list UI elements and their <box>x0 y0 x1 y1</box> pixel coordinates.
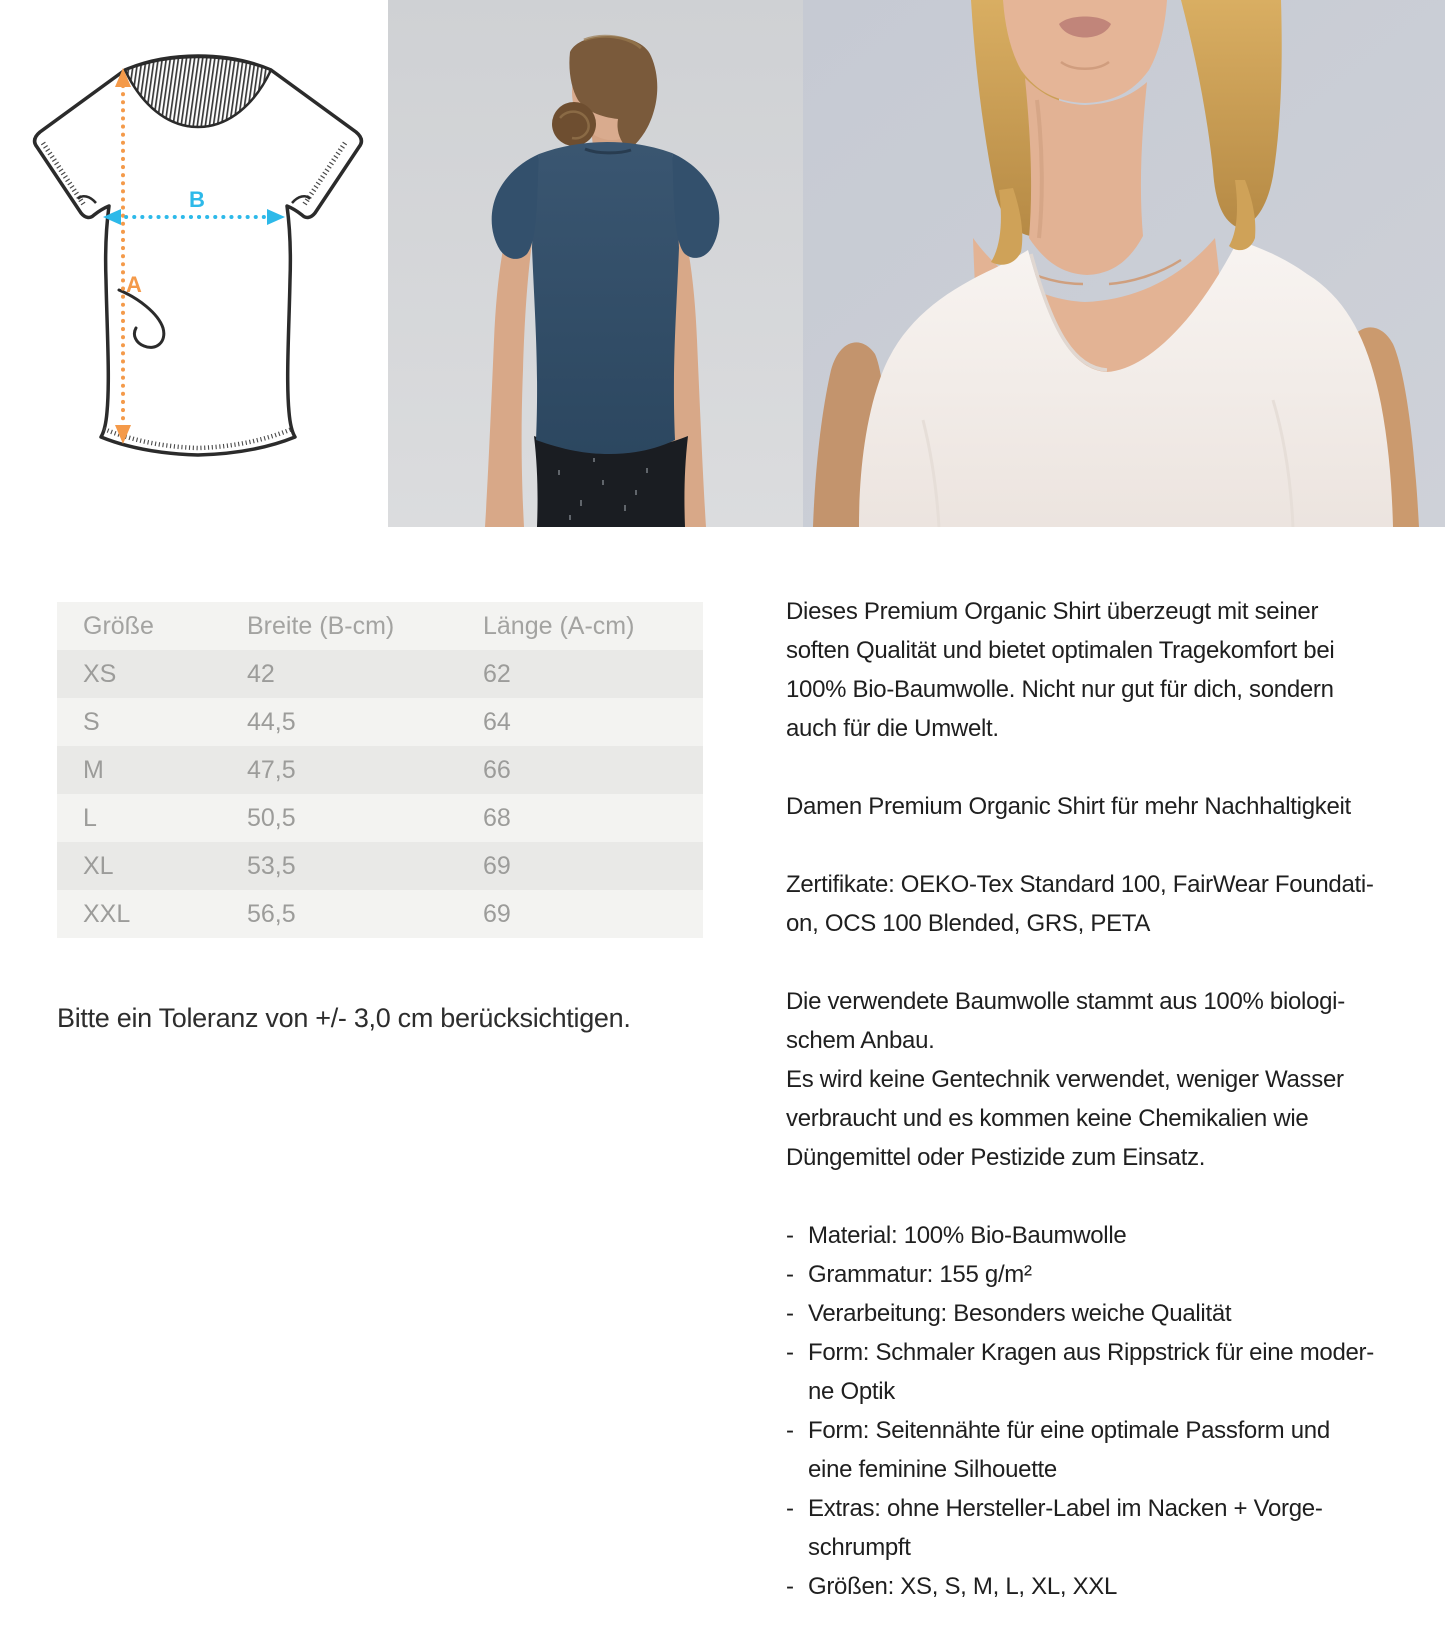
paragraph: Damen Premium Organic Shirt für mehr Nachhaltigkeit <box>786 793 1351 820</box>
table-cell: 50,5 <box>247 803 296 832</box>
table-row <box>57 842 703 890</box>
table-cell: 68 <box>483 803 511 832</box>
bullet-text: Form: Seitennähte für eine optimale Passform und eine feminine Silhouette <box>808 1417 1330 1483</box>
table-cell: 66 <box>483 755 511 784</box>
table-row <box>57 698 703 746</box>
bullet-text: Verarbeitung: Besonders weiche Qualität <box>808 1300 1232 1327</box>
table-cell: 44,5 <box>247 707 296 736</box>
bullet-marker: - <box>786 1222 794 1249</box>
photo-model-front-image <box>803 0 1445 527</box>
table-cell: 47,5 <box>247 755 296 784</box>
table-cell: L <box>83 803 97 832</box>
bullet-marker: - <box>786 1339 794 1366</box>
table-cell: Länge (A-cm) <box>483 611 635 640</box>
table-cell: 62 <box>483 659 511 688</box>
table-row <box>57 650 703 698</box>
size-diagram <box>0 0 388 527</box>
product-description <box>786 592 1441 1606</box>
bullet-marker: - <box>786 1573 794 1600</box>
bullet-item <box>786 1255 1441 1294</box>
photo-model-back <box>388 0 803 527</box>
bullet-item <box>786 1489 1441 1567</box>
description-paragraphs <box>786 592 1441 1177</box>
table-cell: 69 <box>483 899 511 928</box>
table-row <box>57 890 703 938</box>
table-cell: 56,5 <box>247 899 296 928</box>
diagram-label-a: A <box>126 272 142 297</box>
table-cell: Breite (B-cm) <box>247 611 395 640</box>
table-row <box>57 746 703 794</box>
tolerance-note: Bitte ein Toleranz von +/- 3,0 cm berücksichtigen. <box>57 1003 631 1033</box>
bullet-text: Material: 100% Bio-Baumwolle <box>808 1222 1127 1249</box>
bullet-item <box>786 1216 1441 1255</box>
table-cell: 69 <box>483 851 511 880</box>
bullet-item <box>786 1333 1441 1411</box>
size-diagram-drawing <box>0 0 388 527</box>
paragraph: Dieses Premium Organic Shirt überzeugt mit seiner soften Qualität und bietet optimalen Tragekomfort bei 100% Bio-Baumwolle. Nicht nur gut für dich, sondern auch für die Umwelt. <box>786 598 1335 742</box>
paragraph: Die verwendete Baumwolle stammt aus 100% biologi- schem Anbau. Es wird keine Gentechnik verwendet, weniger Wasser verbraucht und es kommen keine Chemikalien wie Düngemittel oder Pestizide zum Einsatz. <box>786 988 1345 1171</box>
paragraph: Zertifikate: OEKO-Tex Standard 100, FairWear Foundati- on, OCS 100 Blended, GRS, PETA <box>786 871 1374 937</box>
bullet-item <box>786 1294 1441 1333</box>
bullet-text: Form: Schmaler Kragen aus Rippstrick für eine moder- ne Optik <box>808 1339 1374 1405</box>
table-cell: S <box>83 707 100 736</box>
bullet-marker: - <box>786 1300 794 1327</box>
table-cell: 42 <box>247 659 275 688</box>
bullet-marker: - <box>786 1495 794 1522</box>
table-cell: 64 <box>483 707 511 736</box>
table-row <box>57 794 703 842</box>
model-back-shirt-torso <box>532 142 679 454</box>
description-bullets <box>786 1216 1441 1606</box>
bullet-item <box>786 1411 1441 1489</box>
size-table <box>57 602 703 938</box>
photo-model-back-image <box>388 0 803 527</box>
bullet-marker: - <box>786 1261 794 1288</box>
media-row <box>0 0 1445 527</box>
table-header-row <box>57 602 703 650</box>
table-cell: Größe <box>83 611 154 640</box>
diagram-label-b: B <box>189 187 205 212</box>
bullet-text: Extras: ohne Hersteller-Label im Nacken + Vorge- schrumpft <box>808 1495 1323 1561</box>
bullet-text: Größen: XS, S, M, L, XL, XXL <box>808 1573 1118 1600</box>
bullet-item <box>786 1567 1441 1606</box>
table-cell: XL <box>83 851 114 880</box>
bullet-text: Grammatur: 155 g/m² <box>808 1261 1032 1288</box>
table-cell: 53,5 <box>247 851 296 880</box>
table-cell: XXL <box>83 899 131 928</box>
table-cell: XS <box>83 659 117 688</box>
photo-model-front <box>803 0 1445 527</box>
table-cell: M <box>83 755 104 784</box>
bullet-marker: - <box>786 1417 794 1444</box>
